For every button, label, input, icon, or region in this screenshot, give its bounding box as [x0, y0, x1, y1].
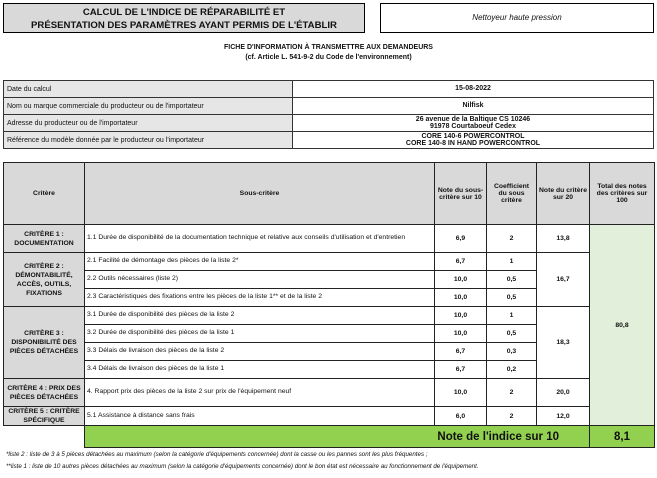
subcriterion-coef: 2 — [487, 407, 537, 426]
subcriterion-coef: 1 — [487, 307, 537, 325]
footnote-liste-2: *liste 2 : liste de 3 à 5 pièces détachées au maximum (selon la catégorie d'équipements concernée) dont la casse ou les pannes sont les plus fréquentes ; — [6, 451, 428, 458]
subcriterion-note: 10,0 — [435, 379, 487, 407]
criterion-name: CRITÈRE 4 : PRIX DES PIÈCES DÉTACHÉES — [4, 379, 85, 407]
criterion-name: CRITÈRE 1 : DOCUMENTATION — [4, 225, 85, 253]
title-line-2: PRÉSENTATION DES PARAMÈTRES AYANT PERMIS DE L'ÉTABLIR — [31, 20, 337, 31]
subcriterion-note: 10,0 — [435, 325, 487, 343]
col-header-critere: Critère — [4, 163, 85, 225]
subcriterion-coef: 0,5 — [487, 289, 537, 307]
subcriterion-coef: 0,5 — [487, 325, 537, 343]
final-score-value: 8,1 — [590, 426, 655, 448]
info-value — [293, 132, 654, 149]
info-value: 15-08-2022 — [293, 81, 654, 98]
info-value: Nilfisk — [293, 98, 654, 115]
col-header-total: Total des notes des critères sur 100 — [590, 163, 655, 225]
info-row-reference — [4, 132, 654, 149]
info-row-brand — [4, 98, 654, 115]
subcriterion-label: 3.4 Délais de livraison des pièces de la liste 1 — [85, 361, 435, 379]
table-row — [4, 407, 655, 426]
fiche-heading — [0, 43, 657, 63]
info-label: Nom ou marque commerciale du producteur ou de l'importateur — [4, 98, 293, 115]
subcriterion-coef: 2 — [487, 379, 537, 407]
col-header-coef: Coefficient du sous critère — [487, 163, 537, 225]
fiche-line-2: (cf. Article L. 541-9-2 du Code de l'environnement) — [245, 54, 412, 61]
info-label: Référence du modèle donnée par le producteur ou l'importateur — [4, 132, 293, 149]
criterion-score: 20,0 — [537, 379, 590, 407]
footnote-liste-1: **liste 1 : liste de 10 autres pièces détachées au maximum (selon la catégorie d'équipements concernée) dont le bon état est nécessaire au fonctionnement de l'équipement. — [6, 463, 479, 470]
subcriterion-label: 2.3 Caractéristiques des fixations entre les pièces de la liste 1** et de la liste 2 — [85, 289, 435, 307]
final-score-label: Note de l'indice sur 10 — [85, 426, 590, 448]
criterion-name: CRITÈRE 5 : CRITÈRE SPÉCIFIQUE — [4, 407, 85, 426]
criterion-score: 12,0 — [537, 407, 590, 426]
subcriterion-coef: 0,3 — [487, 343, 537, 361]
final-score-row — [4, 426, 655, 448]
score-table — [3, 162, 655, 448]
subcriterion-note: 10,0 — [435, 289, 487, 307]
criterion-score: 13,8 — [537, 225, 590, 253]
table-row — [4, 253, 655, 271]
info-row-address — [4, 115, 654, 132]
subcriterion-note: 10,0 — [435, 271, 487, 289]
title-line-1: CALCUL DE L'INDICE DE RÉPARABILITÉ ET — [82, 7, 286, 18]
subcriterion-label: 3.1 Durée de disponibilité des pièces de la liste 2 — [85, 307, 435, 325]
table-row — [4, 225, 655, 253]
criterion-score: 16,7 — [537, 253, 590, 307]
score-table-header — [4, 163, 655, 225]
subcriterion-note: 6,0 — [435, 407, 487, 426]
subcriterion-note: 6,9 — [435, 225, 487, 253]
address-line-1: 26 avenue de la Baltique CS 10246 — [415, 115, 531, 123]
subcriterion-label: 3.3 Délais de livraison des pièces de la liste 2 — [85, 343, 435, 361]
criterion-score: 18,3 — [537, 307, 590, 379]
subcriterion-coef: 0,2 — [487, 361, 537, 379]
subcriterion-note: 6,7 — [435, 343, 487, 361]
subcriterion-label: 4. Rapport prix des pièces de la liste 2 sur prix de l'équipement neuf — [85, 379, 435, 407]
subcriterion-note: 6,7 — [435, 361, 487, 379]
subcriterion-label: 1.1 Durée de disponibilité de la documentation technique et relative aux conseils d'utilisation et d'entretien — [85, 225, 435, 253]
subcriterion-coef: 1 — [487, 253, 537, 271]
table-row — [4, 307, 655, 325]
product-category: Nettoyeur haute pression — [380, 3, 654, 33]
document-title — [3, 3, 365, 33]
info-value — [293, 115, 654, 132]
table-row — [4, 379, 655, 407]
total-score: 80,8 — [590, 225, 655, 426]
info-row-date — [4, 81, 654, 98]
criterion-name: CRITÈRE 2 : DÉMONTABILITÉ, ACCÈS, OUTILS, FIXATIONS — [4, 253, 85, 307]
reference-line-2: CORE 140-8 IN HAND POWERCONTROL — [405, 140, 541, 147]
subcriterion-coef: 2 — [487, 225, 537, 253]
info-table — [3, 80, 654, 149]
info-label: Date du calcul — [4, 81, 293, 98]
subcriterion-note: 10,0 — [435, 307, 487, 325]
subcriterion-label: 5.1 Assistance à distance sans frais — [85, 407, 435, 426]
criterion-name: CRITÈRE 3 : DISPONIBILITÉ DES PIÈCES DÉTACHÉES — [4, 307, 85, 379]
col-header-note20: Note du critère sur 20 — [537, 163, 590, 225]
subcriterion-label: 3.2 Durée de disponibilité des pièces de la liste 1 — [85, 325, 435, 343]
subcriterion-coef: 0,5 — [487, 271, 537, 289]
subcriterion-label: 2.1 Facilité de démontage des pièces de la liste 2* — [85, 253, 435, 271]
col-header-note: Note du sous-critère sur 10 — [435, 163, 487, 225]
subcriterion-note: 6,7 — [435, 253, 487, 271]
col-header-sous-critere: Sous-critère — [85, 163, 435, 225]
reference-line-1: CORE 140-6 POWERCONTROL — [421, 132, 525, 140]
address-line-2: 91978 Courtaboeuf Cedex — [430, 123, 516, 130]
subcriterion-label: 2.2 Outils nécessaires (liste 2) — [85, 271, 435, 289]
info-label: Adresse du producteur ou de l'importateur — [4, 115, 293, 132]
fiche-line-1: FICHE D'INFORMATION À TRANSMETTRE AUX DEMANDEURS — [224, 44, 433, 51]
